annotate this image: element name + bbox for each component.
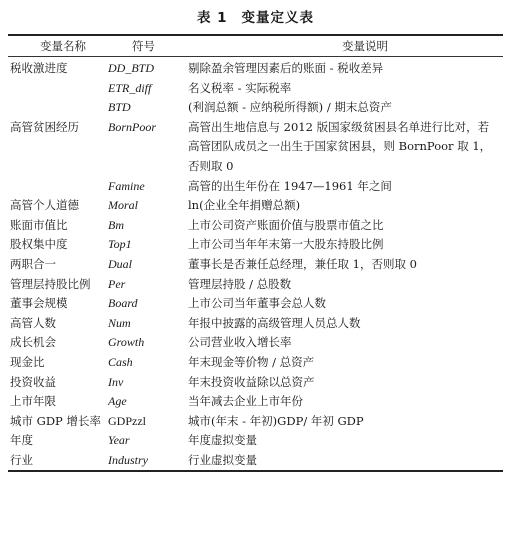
variable-description: 公司营业收入增长率 [188, 335, 292, 350]
variable-description: 名义税率 - 实际税率 [188, 80, 292, 95]
table-title [8, 6, 503, 30]
table-row [8, 79, 503, 99]
variable-symbol: Per [108, 276, 126, 291]
variable-description: 年末现金等价物 / 总资产 [188, 354, 315, 369]
table-row [8, 373, 503, 393]
variable-description: 年报中披露的高级管理人员总人数 [188, 315, 361, 330]
variable-name: 高管贫困经历 [10, 119, 79, 134]
variable-name: 高管人数 [10, 315, 56, 330]
variable-symbol: Growth [108, 335, 145, 350]
table-row [8, 59, 503, 79]
table-row [8, 451, 503, 471]
variable-description: 当年减去企业上市年份 [188, 394, 303, 409]
variable-symbol: DD_BTD [108, 61, 155, 75]
variable-symbol: Famine [108, 178, 145, 193]
variable-symbol: Inv [108, 374, 124, 389]
table-header-row [8, 36, 503, 56]
variable-description: 城市(年末 - 年初)GDP/ 年初 GDP [188, 413, 364, 428]
variable-symbol: Industry [108, 452, 148, 467]
variable-description: 剔除盈余管理因素后的账面 - 税收差异 [188, 61, 384, 75]
variable-symbol: Age [108, 394, 127, 409]
table-row [8, 216, 503, 236]
variable-name: 管理层持股比例 [10, 276, 91, 291]
variable-name: 高管个人道德 [10, 198, 79, 213]
variable-name: 股权集中度 [10, 237, 68, 252]
variable-symbol: BornPoor [108, 119, 156, 134]
table-row [8, 294, 503, 314]
variable-description: 董事长是否兼任总经理，兼任取 1，否则取 0 [188, 256, 417, 271]
table-row [8, 412, 503, 432]
table-body [8, 57, 503, 470]
variable-symbol: Bm [108, 217, 124, 232]
variable-symbol: Board [108, 296, 138, 311]
table-row [8, 255, 503, 275]
variable-symbol: Top1 [108, 237, 132, 252]
variable-name: 董事会规模 [10, 296, 68, 311]
variable-symbol: Num [108, 315, 131, 330]
variable-symbol: BTD [108, 100, 131, 115]
variable-name: 城市 GDP 增长率 [10, 413, 101, 428]
header-symbol: 符号 [132, 39, 155, 53]
bottom-rule [8, 470, 503, 472]
variable-description: 年度虚拟变量 [188, 433, 257, 448]
table-row [8, 275, 503, 295]
variable-name [8, 79, 108, 99]
variable-name: 投资收益 [10, 374, 56, 389]
variable-symbol: ETR_diff [108, 80, 152, 95]
variable-description: 年末投资收益除以总资产 [188, 374, 315, 389]
variable-symbol: Cash [108, 354, 133, 369]
table-row [8, 177, 503, 197]
table-row [8, 333, 503, 353]
variable-name: 行业 [10, 452, 33, 467]
header-description: 变量说明 [342, 39, 388, 53]
variable-name [8, 177, 108, 197]
table-number: 表 1 [196, 10, 228, 26]
table-row [8, 353, 503, 373]
table-row [8, 98, 503, 118]
variable-symbol: GDPzzl [108, 413, 146, 428]
variable-description: 行业虚拟变量 [188, 452, 257, 467]
variable-name: 年度 [10, 433, 33, 448]
variable-name: 账面市值比 [10, 217, 68, 232]
table-row [8, 314, 503, 334]
variable-name: 成长机会 [10, 335, 56, 350]
variable-name: 税收激进度 [10, 61, 68, 75]
table-row [8, 431, 503, 451]
header-variable-name: 变量名称 [40, 39, 86, 53]
table-row [8, 196, 503, 216]
variable-description: 上市公司当年董事会总人数 [188, 296, 326, 311]
table-title-text: 变量定义表 [241, 10, 315, 26]
variable-description: 上市公司当年年末第一大股东持股比例 [188, 237, 384, 252]
table-row [8, 235, 503, 255]
variable-description: (利润总额 - 应纳税所得额) / 期末总资产 [188, 100, 392, 115]
variable-description: 高管的出生年份在 1947—1961 年之间 [188, 178, 392, 193]
variable-name [8, 98, 108, 118]
variable-description: ln(企业全年捐赠总额) [188, 198, 301, 213]
variable-name: 现金比 [10, 354, 45, 369]
variable-symbol: Dual [108, 256, 132, 271]
variable-description: 上市公司资产账面价值与股票市值之比 [188, 217, 384, 232]
variable-name: 上市年限 [10, 394, 56, 409]
variable-name: 两职合一 [10, 256, 56, 271]
variable-symbol: Moral [108, 198, 138, 213]
variable-description: 管理层持股 / 总股数 [188, 276, 292, 291]
variable-symbol: Year [108, 433, 130, 448]
table-row [8, 392, 503, 412]
variable-description: 高管出生地信息与 2012 版国家级贫困县名单进行比对，若高管团队成员之一出生于国家贫困县，则 BornPoor 取 1，否则取 0 [188, 119, 492, 173]
table-row [8, 118, 503, 177]
